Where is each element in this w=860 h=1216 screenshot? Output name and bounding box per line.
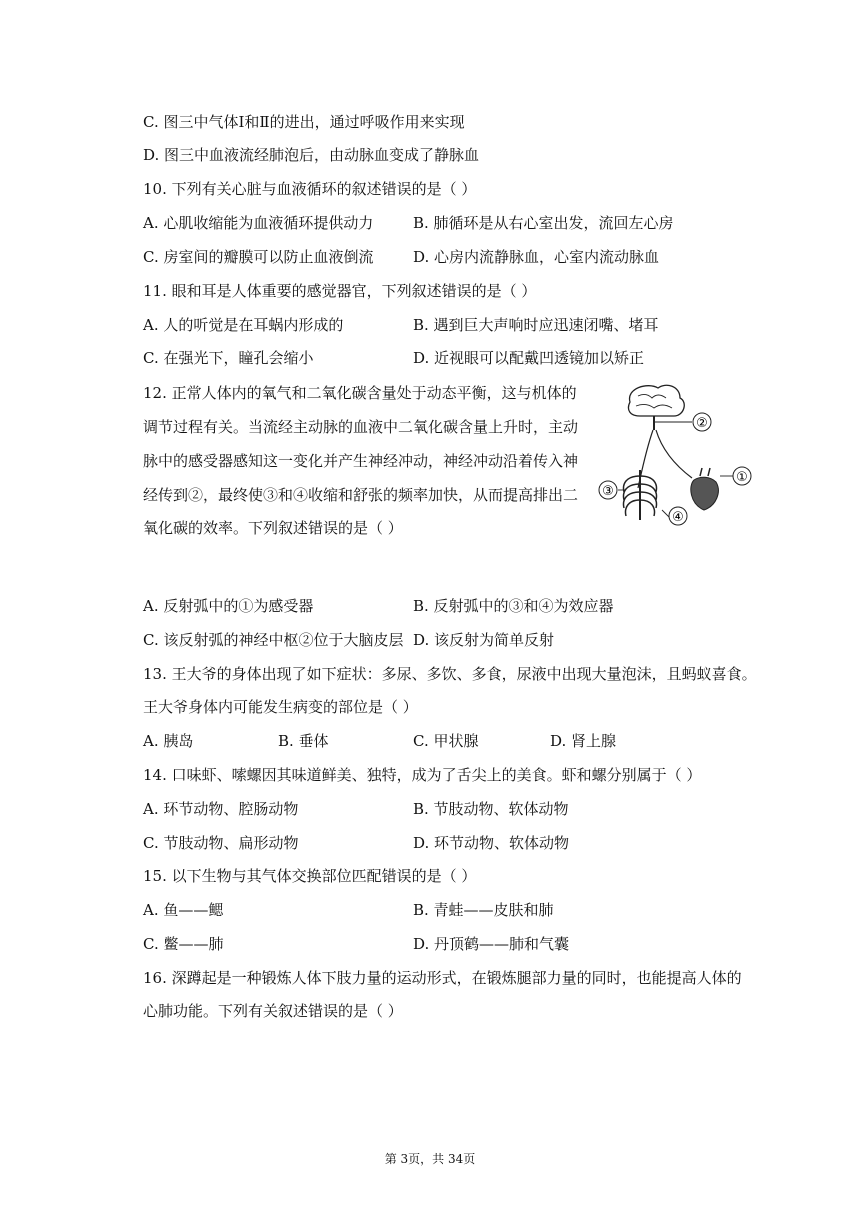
question-12-line-2: 调节过程有关。当流经主动脉的血液中二氧化碳含量上升时，主动 [143, 418, 579, 436]
q15-option-a: A. 鱼——鳃 [143, 901, 224, 919]
q14-option-b: B. 节肢动物、软体动物 [413, 800, 569, 818]
brain-illustration [628, 385, 684, 430]
q10-option-b: B. 肺循环是从右心室出发，流回左心房 [413, 214, 674, 232]
question-13-line-1: 13. 王大爷的身体出现了如下症状：多尿、多饮、多食，尿液中出现大量泡沫，且蚂蚁喜食。 [143, 665, 757, 683]
question-12-line-4: 经传到②，最终使③和④收缩和舒张的频率加快，从而提高排出二 [143, 486, 579, 504]
q12-option-b: B. 反射弧中的③和④为效应器 [413, 597, 614, 615]
q13-option-c: C. 甲状腺 [413, 732, 479, 750]
q12-option-d: D. 该反射为简单反射 [413, 631, 555, 649]
q10-option-a: A. 心肌收缩能为血液循环提供动力 [143, 214, 374, 232]
label-1 [733, 467, 751, 485]
heart-illustration [691, 468, 719, 510]
q14-option-d: D. 环节动物、软体动物 [413, 834, 570, 852]
q12-option-c: C. 该反射弧的神经中枢②位于大脑皮层 [143, 631, 404, 649]
q12-option-a: A. 反射弧中的①为感受器 [143, 597, 314, 615]
q10-option-d: D. 心房内流静脉血，心室内流动脉血 [413, 248, 660, 266]
q15-option-d: D. 丹顶鹤——肺和气囊 [413, 935, 570, 953]
label-3 [599, 481, 617, 499]
label-4 [669, 507, 687, 525]
question-15: 15. 以下生物与其气体交换部位匹配错误的是（ ） [143, 867, 477, 885]
question-13-line-2: 王大爷身体内可能发生病变的部位是（ ） [143, 698, 418, 716]
q9-option-d: D. 图三中血液流经肺泡后，由动脉血变成了静脉血 [143, 146, 480, 164]
page-number-footer: 第 3页，共 34页 [384, 1152, 476, 1166]
q10-option-c: C. 房室间的瓣膜可以防止血液倒流 [143, 248, 374, 266]
q14-option-a: A. 环节动物、腔肠动物 [143, 800, 299, 818]
q11-option-c: C. 在强光下，瞳孔会缩小 [143, 349, 314, 367]
svg-text:①: ① [736, 470, 748, 485]
label-2 [693, 413, 711, 431]
q14-option-c: C. 节肢动物、扁形动物 [143, 834, 299, 852]
q11-option-d: D. 近视眼可以配戴凹透镜加以矫正 [413, 349, 645, 367]
question-14: 14. 口味虾、嗦螺因其味道鲜美、独特，成为了舌尖上的美食。虾和螺分别属于（ ） [143, 766, 702, 784]
question-12-line-1: 12. 正常人体内的氧气和二氧化碳含量处于动态平衡，这与机体的 [143, 384, 577, 402]
reflex-arc-figure [596, 380, 754, 530]
q11-option-b: B. 遇到巨大声响时应迅速闭嘴、堵耳 [413, 316, 659, 334]
q9-option-c: C. 图三中气体Ⅰ和Ⅱ的进出，通过呼吸作用来实现 [143, 113, 465, 131]
question-11: 11. 眼和耳是人体重要的感觉器官，下列叙述错误的是（ ） [143, 282, 537, 300]
svg-text:③: ③ [602, 484, 614, 499]
q13-option-b: B. 垂体 [278, 732, 329, 750]
q15-option-b: B. 青蛙——皮肤和肺 [413, 901, 554, 919]
svg-text:②: ② [696, 416, 708, 431]
q13-option-a: A. 胰岛 [143, 732, 194, 750]
q15-option-c: C. 鳖——肺 [143, 935, 224, 953]
question-10: 10. 下列有关心脏与血液循环的叙述错误的是（ ） [143, 180, 477, 198]
question-12-line-5: 氧化碳的效率。下列叙述错误的是（ ） [143, 519, 403, 537]
q13-option-d: D. 肾上腺 [550, 732, 617, 750]
question-16-line-2: 心肺功能。下列有关叙述错误的是（ ） [143, 1002, 403, 1020]
q11-option-a: A. 人的听觉是在耳蜗内形成的 [143, 316, 344, 334]
svg-text:④: ④ [672, 510, 684, 525]
question-16-line-1: 16. 深蹲起是一种锻炼人体下肢力量的运动形式，在锻炼腿部力量的同时，也能提高人体的 [143, 969, 742, 987]
question-12-line-3: 脉中的感受器感知这一变化并产生神经冲动，神经冲动沿着传入神 [143, 452, 579, 470]
ribcage-illustration [624, 470, 657, 520]
